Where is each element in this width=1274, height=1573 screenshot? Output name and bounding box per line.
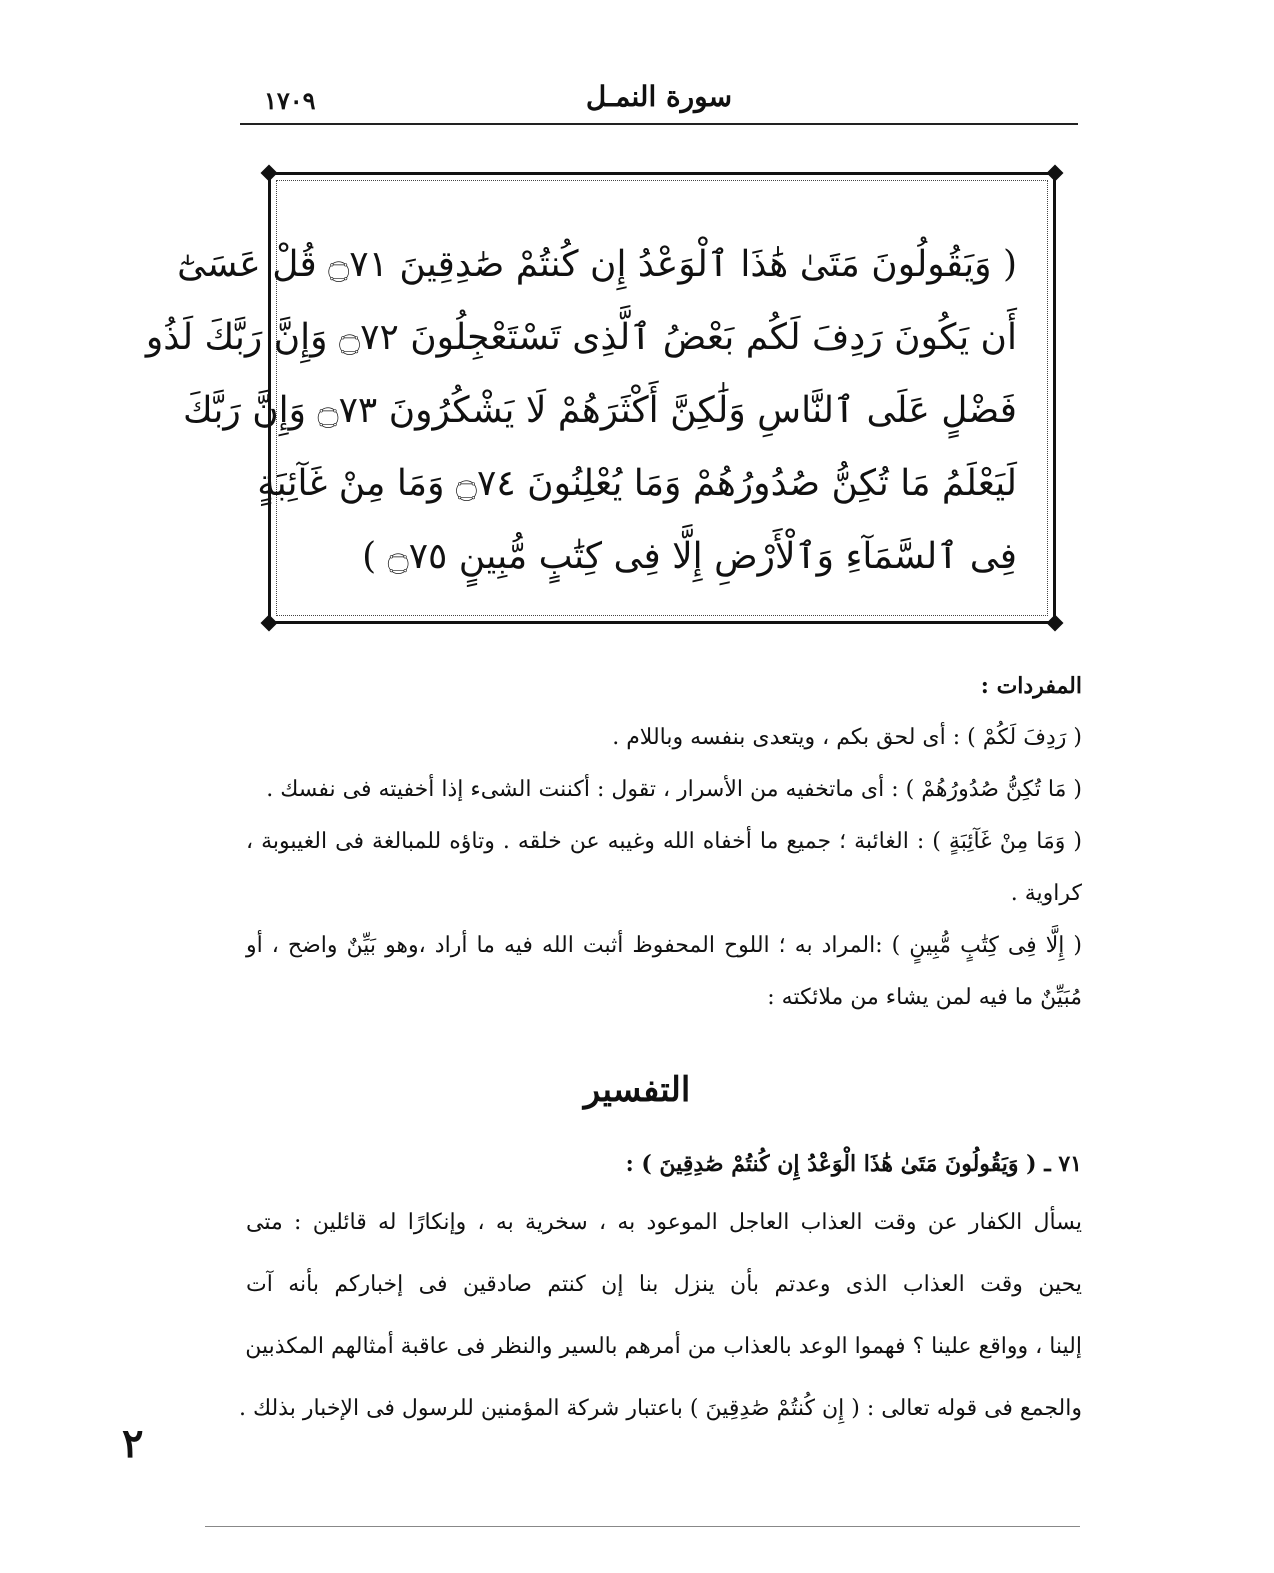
- corner-ornament: [1047, 165, 1064, 182]
- tafsir-line: يحين وقت العذاب الذى وعدتم بأن ينزل بنا إن كنتم صادقين فى إخباركم بأنه آت: [246, 1272, 1082, 1297]
- verse-line: لَيَعْلَمُ مَا تُكِنُّ صُدُورُهُمْ وَمَا يُعْلِنُونَ ۝٧٤ وَمَا مِنْ غَآئِبَةٍ: [257, 463, 1017, 504]
- verse-line: أَن يَكُونَ رَدِفَ لَكُم بَعْضُ ٱلَّذِى تَسْتَعْجِلُونَ ۝٧٢ وَإِنَّ رَبَّكَ لَذُو: [145, 317, 1017, 358]
- quran-verse-box: [145, 172, 1056, 624]
- sura-title: سورة النمـل: [585, 80, 733, 113]
- tafsir-line: يسأل الكفار عن وقت العذاب العاجل الموعود به ، سخرية به ، وإنكارًا له قائلين : متى: [246, 1210, 1082, 1235]
- vocabulary-entry: ( رَدِفَ لَكُمْ ) : أى لحق بكم ، ويتعدى بنفسه وباللام .: [612, 725, 1082, 750]
- vocabulary-entry: ( إِلَّا فِى كِتَٰبٍ مُّبِينٍ ) :المراد به ؛ اللوح المحفوظ أثبت الله فيه ما أراد ،وهو بَيِّنٌ واضح ، أو مُبَيِّنٌ ما فيه لمن يشاء من ملائكته :: [246, 933, 1082, 1010]
- tafsir-line: والجمع فى قوله تعالى : ( إِن كُنتُمْ صَٰدِقِينَ ) باعتبار شركة المؤمنين للرسول فى الإخبار بذلك .: [238, 1396, 1082, 1421]
- corner-ornament: [261, 165, 278, 182]
- verse-line: ( وَيَقُولُونَ مَتَىٰ هَٰذَا ٱلْوَعْدُ إِن كُنتُمْ صَٰدِقِينَ ۝٧١ قُلْ عَسَىٰٓ: [177, 244, 1017, 285]
- bottom-rule: [205, 1526, 1080, 1527]
- page-number: ١٧٠٩: [264, 86, 316, 115]
- vocabulary-section: [246, 660, 1082, 1024]
- vocabulary-entry: ( مَا تُكِنُّ صُدُورُهُمْ ) : أى ماتخفيه من الأسرار ، تقول : أكننت الشىء إذا أخفيته فى نفسك .: [266, 777, 1082, 802]
- verse-reference: ٧١ ـ ( وَيَقُولُونَ مَتَىٰ هَٰذَا الْوَعْدُ إِن كُنتُمْ صَٰدِقِينَ ) :: [625, 1151, 1082, 1177]
- corner-ornament: [261, 615, 278, 632]
- vocabulary-entry: ( وَمَا مِنْ غَآئِبَةٍ ) : الغائبة ؛ جميع ما أخفاه الله وغيبه عن خلقه . وتاؤه للمبالغة فى الغيبوبة ، كراوية .: [246, 829, 1082, 906]
- tafsir-heading: التفسير: [583, 1070, 691, 1110]
- header-rule: [240, 123, 1078, 125]
- corner-ornament: [1047, 615, 1064, 632]
- signature-mark: ٢: [122, 1420, 144, 1467]
- verse-line: فِى ٱلسَّمَآءِ وَٱلْأَرْضِ إِلَّا فِى كِتَٰبٍ مُّبِينٍ ۝٧٥ ): [362, 536, 1017, 577]
- tafsir-line: إلينا ، وواقع علينا ؟ فهموا الوعد بالعذاب من أمرهم بالسير والنظر فى عاقبة أمثالهم المكذبين: [245, 1334, 1082, 1359]
- tafsir-section: [238, 1136, 1082, 1440]
- vocabulary-title: المفردات :: [980, 673, 1082, 699]
- running-head: [240, 78, 1078, 116]
- verse-line: فَضْلٍ عَلَى ٱلنَّاسِ وَلَٰكِنَّ أَكْثَرَهُمْ لَا يَشْكُرُونَ ۝٧٣ وَإِنَّ رَبَّكَ: [183, 390, 1017, 431]
